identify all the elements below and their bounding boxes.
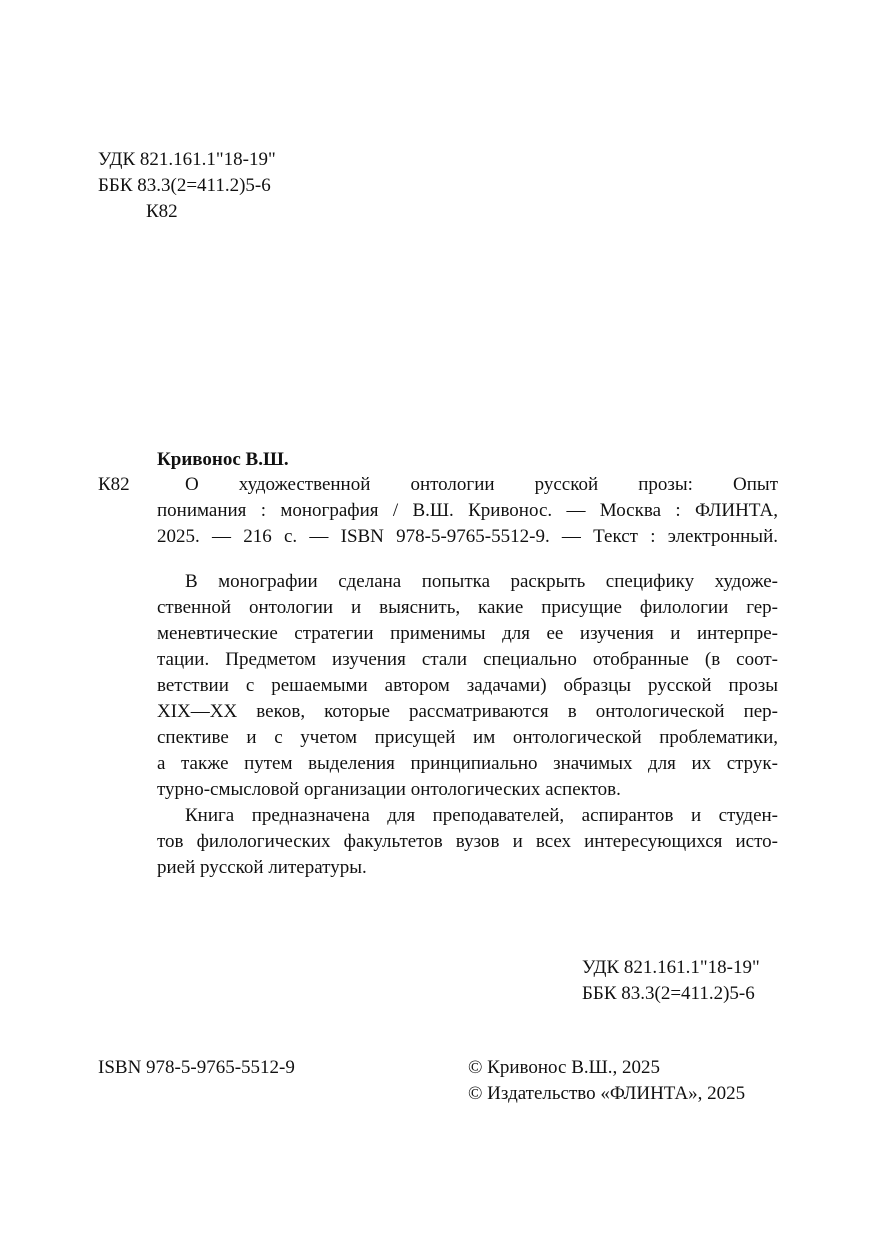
copyright-block <box>468 1055 745 1107</box>
bibliographic-record <box>157 472 778 550</box>
annotation-line: рией русской литературы. <box>157 857 367 878</box>
isbn: ISBN 978-5-9765-5512-9 <box>98 1057 295 1078</box>
bbk-code: ББК 83.3(2=411.2)5-6 <box>98 175 271 196</box>
annotation-line: турно-смысловой организации онтологических аспектов. <box>157 779 621 800</box>
annotation-line: спективе и с учетом присущей им онтологической проблематики, <box>157 727 778 748</box>
udk-code: УДК 821.161.1"18-19" <box>582 957 760 978</box>
record-line: О художественной онтологии русской прозы: Опыт <box>185 474 778 495</box>
annotation-line: XIX—XX веков, которые рассматриваются в онтологической пер- <box>157 701 778 722</box>
annotation-line: тов филологических факультетов вузов и всех интересующихся исто- <box>157 831 778 852</box>
annotation-line: тации. Предметом изучения стали специально отобранные (в соот- <box>157 649 778 670</box>
copyright-publisher: © Издательство «ФЛИНТА», 2025 <box>468 1083 746 1104</box>
annotation-line: ветствии с решаемыми автором задачами) образцы русской прозы <box>157 675 778 696</box>
cutter-code: К82 <box>146 201 178 222</box>
annotation <box>157 569 778 881</box>
record-line: понимания : монография / В.Ш. Кривонос. — Москва : ФЛИНТА, <box>157 500 778 521</box>
bbk-code: ББК 83.3(2=411.2)5-6 <box>582 983 755 1004</box>
classification-bottom <box>582 955 760 1007</box>
author-heading: Кривонос В.Ш. <box>157 449 289 470</box>
classification-top <box>98 147 276 225</box>
record-line: 2025. — 216 с. — ISBN 978-5-9765-5512-9. — Текст : электронный. <box>157 526 778 547</box>
udk-code: УДК 821.161.1"18-19" <box>98 149 276 170</box>
annotation-line: ственной онтологии и выяснить, какие присущие филологии гер- <box>157 597 778 618</box>
annotation-line: а также путем выделения принципиально значимых для их струк- <box>157 753 778 774</box>
record-cutter-code: К82 <box>98 474 130 495</box>
copyright-author: © Кривонос В.Ш., 2025 <box>468 1057 661 1078</box>
annotation-line: Книга предназначена для преподавателей, аспирантов и студен- <box>185 805 778 826</box>
annotation-line: меневтические стратегии применимы для ее изучения и интерпре- <box>157 623 778 644</box>
annotation-line: В монографии сделана попытка раскрыть специфику художе- <box>185 571 778 592</box>
